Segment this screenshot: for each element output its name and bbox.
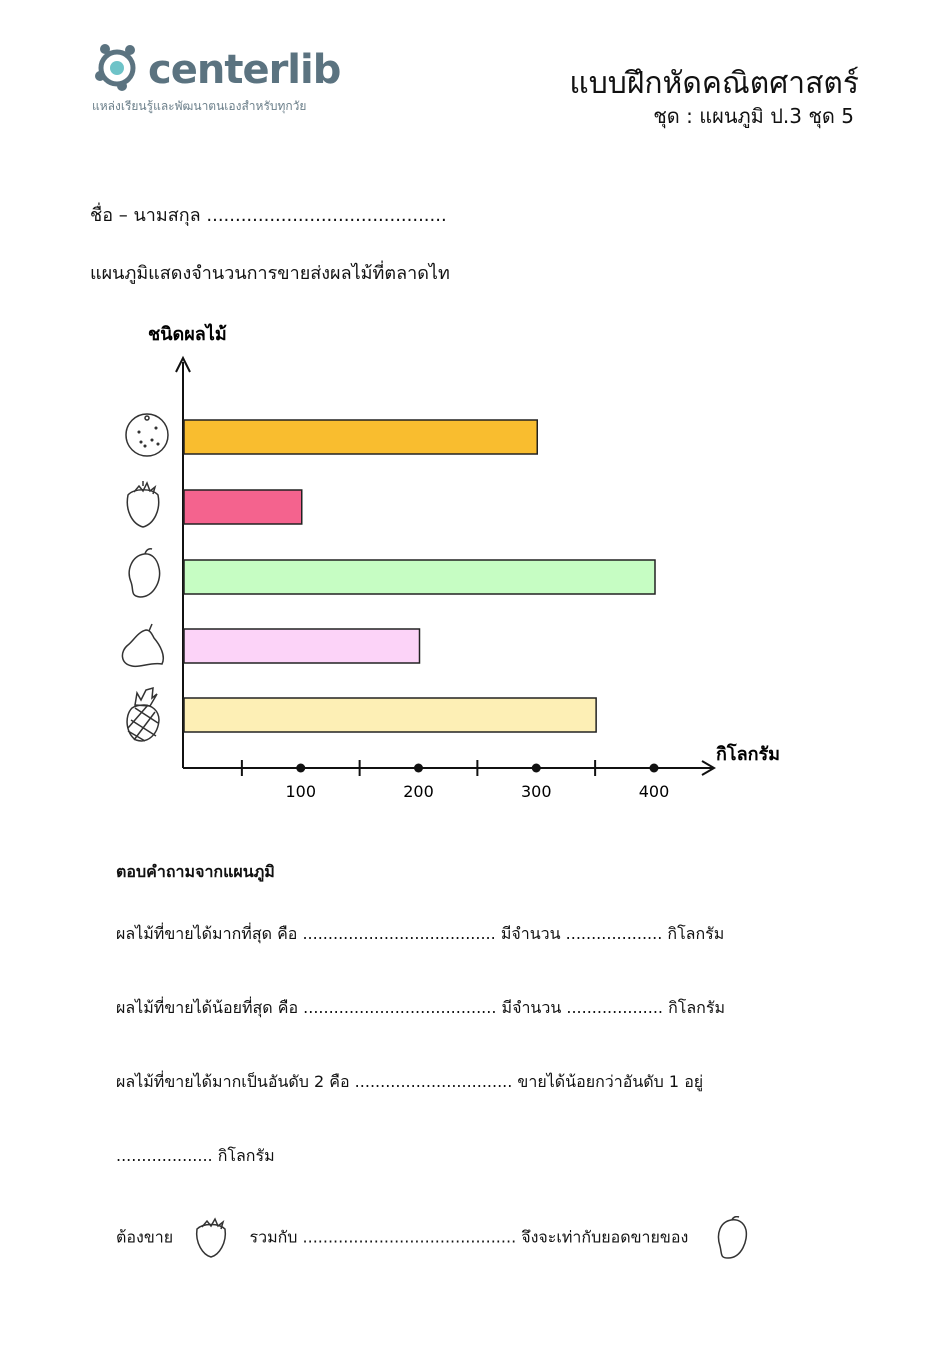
question-3-continued: ................... กิโลกรัม bbox=[116, 1146, 275, 1165]
question-4-part-b: รวมกับ .......................................... จึงจะเท่ากับยอดขายของ bbox=[249, 1227, 689, 1247]
question-4 bbox=[116, 1216, 836, 1256]
bar-pineapple bbox=[184, 698, 596, 732]
x-tick-label: 300 bbox=[520, 782, 552, 801]
bar-strawberry bbox=[184, 490, 302, 524]
question-4-part-a: ต้องขาย bbox=[116, 1227, 174, 1247]
bar-orange bbox=[184, 420, 537, 454]
bar-mango bbox=[184, 560, 655, 594]
x-axis-label: กิโลกรัม bbox=[716, 744, 781, 765]
x-tick-dot-300 bbox=[532, 764, 541, 773]
x-tick-label: 200 bbox=[403, 782, 434, 801]
bar-rose-apple bbox=[184, 629, 420, 663]
x-tick-dot-400 bbox=[650, 764, 659, 773]
worksheet-title: แบบฝึกหัดคณิตศาสตร์ bbox=[569, 66, 859, 101]
strawberry-icon bbox=[127, 481, 158, 527]
question-2: ผลไม้ที่ขายได้น้อยที่สุด คือ ...................................... มีจำนวน ................... กิโลกรัม bbox=[116, 998, 725, 1017]
rose-apple-icon bbox=[122, 624, 163, 666]
pineapple-icon bbox=[127, 688, 159, 741]
logo-wordmark: centerlib bbox=[148, 47, 341, 93]
question-1: ผลไม้ที่ขายได้มากที่สุด คือ ...................................... มีจำนวน ................... กิโลกรัม bbox=[116, 924, 725, 943]
x-tick-label: 400 bbox=[638, 782, 670, 801]
questions-header: ตอบคำถามจากแผนภูมิ bbox=[116, 862, 275, 881]
name-field-line: ชื่อ – นามสกุล .......................................... bbox=[90, 205, 447, 226]
chart-caption: แผนภูมิแสดงจำนวนการขายส่งผลไม้ที่ตลาดไท bbox=[90, 263, 450, 284]
x-tick-label: 100 bbox=[285, 782, 317, 801]
mango-icon bbox=[714, 1216, 750, 1260]
question-3: ผลไม้ที่ขายได้มากเป็นอันดับ 2 คือ ............................... ขายได้น้อยกว่าอันดับ 1 อยู่ bbox=[116, 1072, 704, 1091]
x-tick-dot-100 bbox=[296, 764, 305, 773]
strawberry-icon bbox=[191, 1217, 231, 1259]
mango-icon bbox=[129, 549, 159, 597]
x-tick-dot-200 bbox=[414, 764, 423, 773]
worksheet-subtitle: ชุด : แผนภูมิ ป.3 ชุด 5 bbox=[653, 104, 854, 128]
logo-tagline: แหล่งเรียนรู้และพัฒนาตนเองสำหรับทุกวัย bbox=[92, 99, 307, 113]
orange-icon bbox=[126, 414, 168, 456]
y-axis-label: ชนิดผลไม้ bbox=[148, 324, 227, 345]
